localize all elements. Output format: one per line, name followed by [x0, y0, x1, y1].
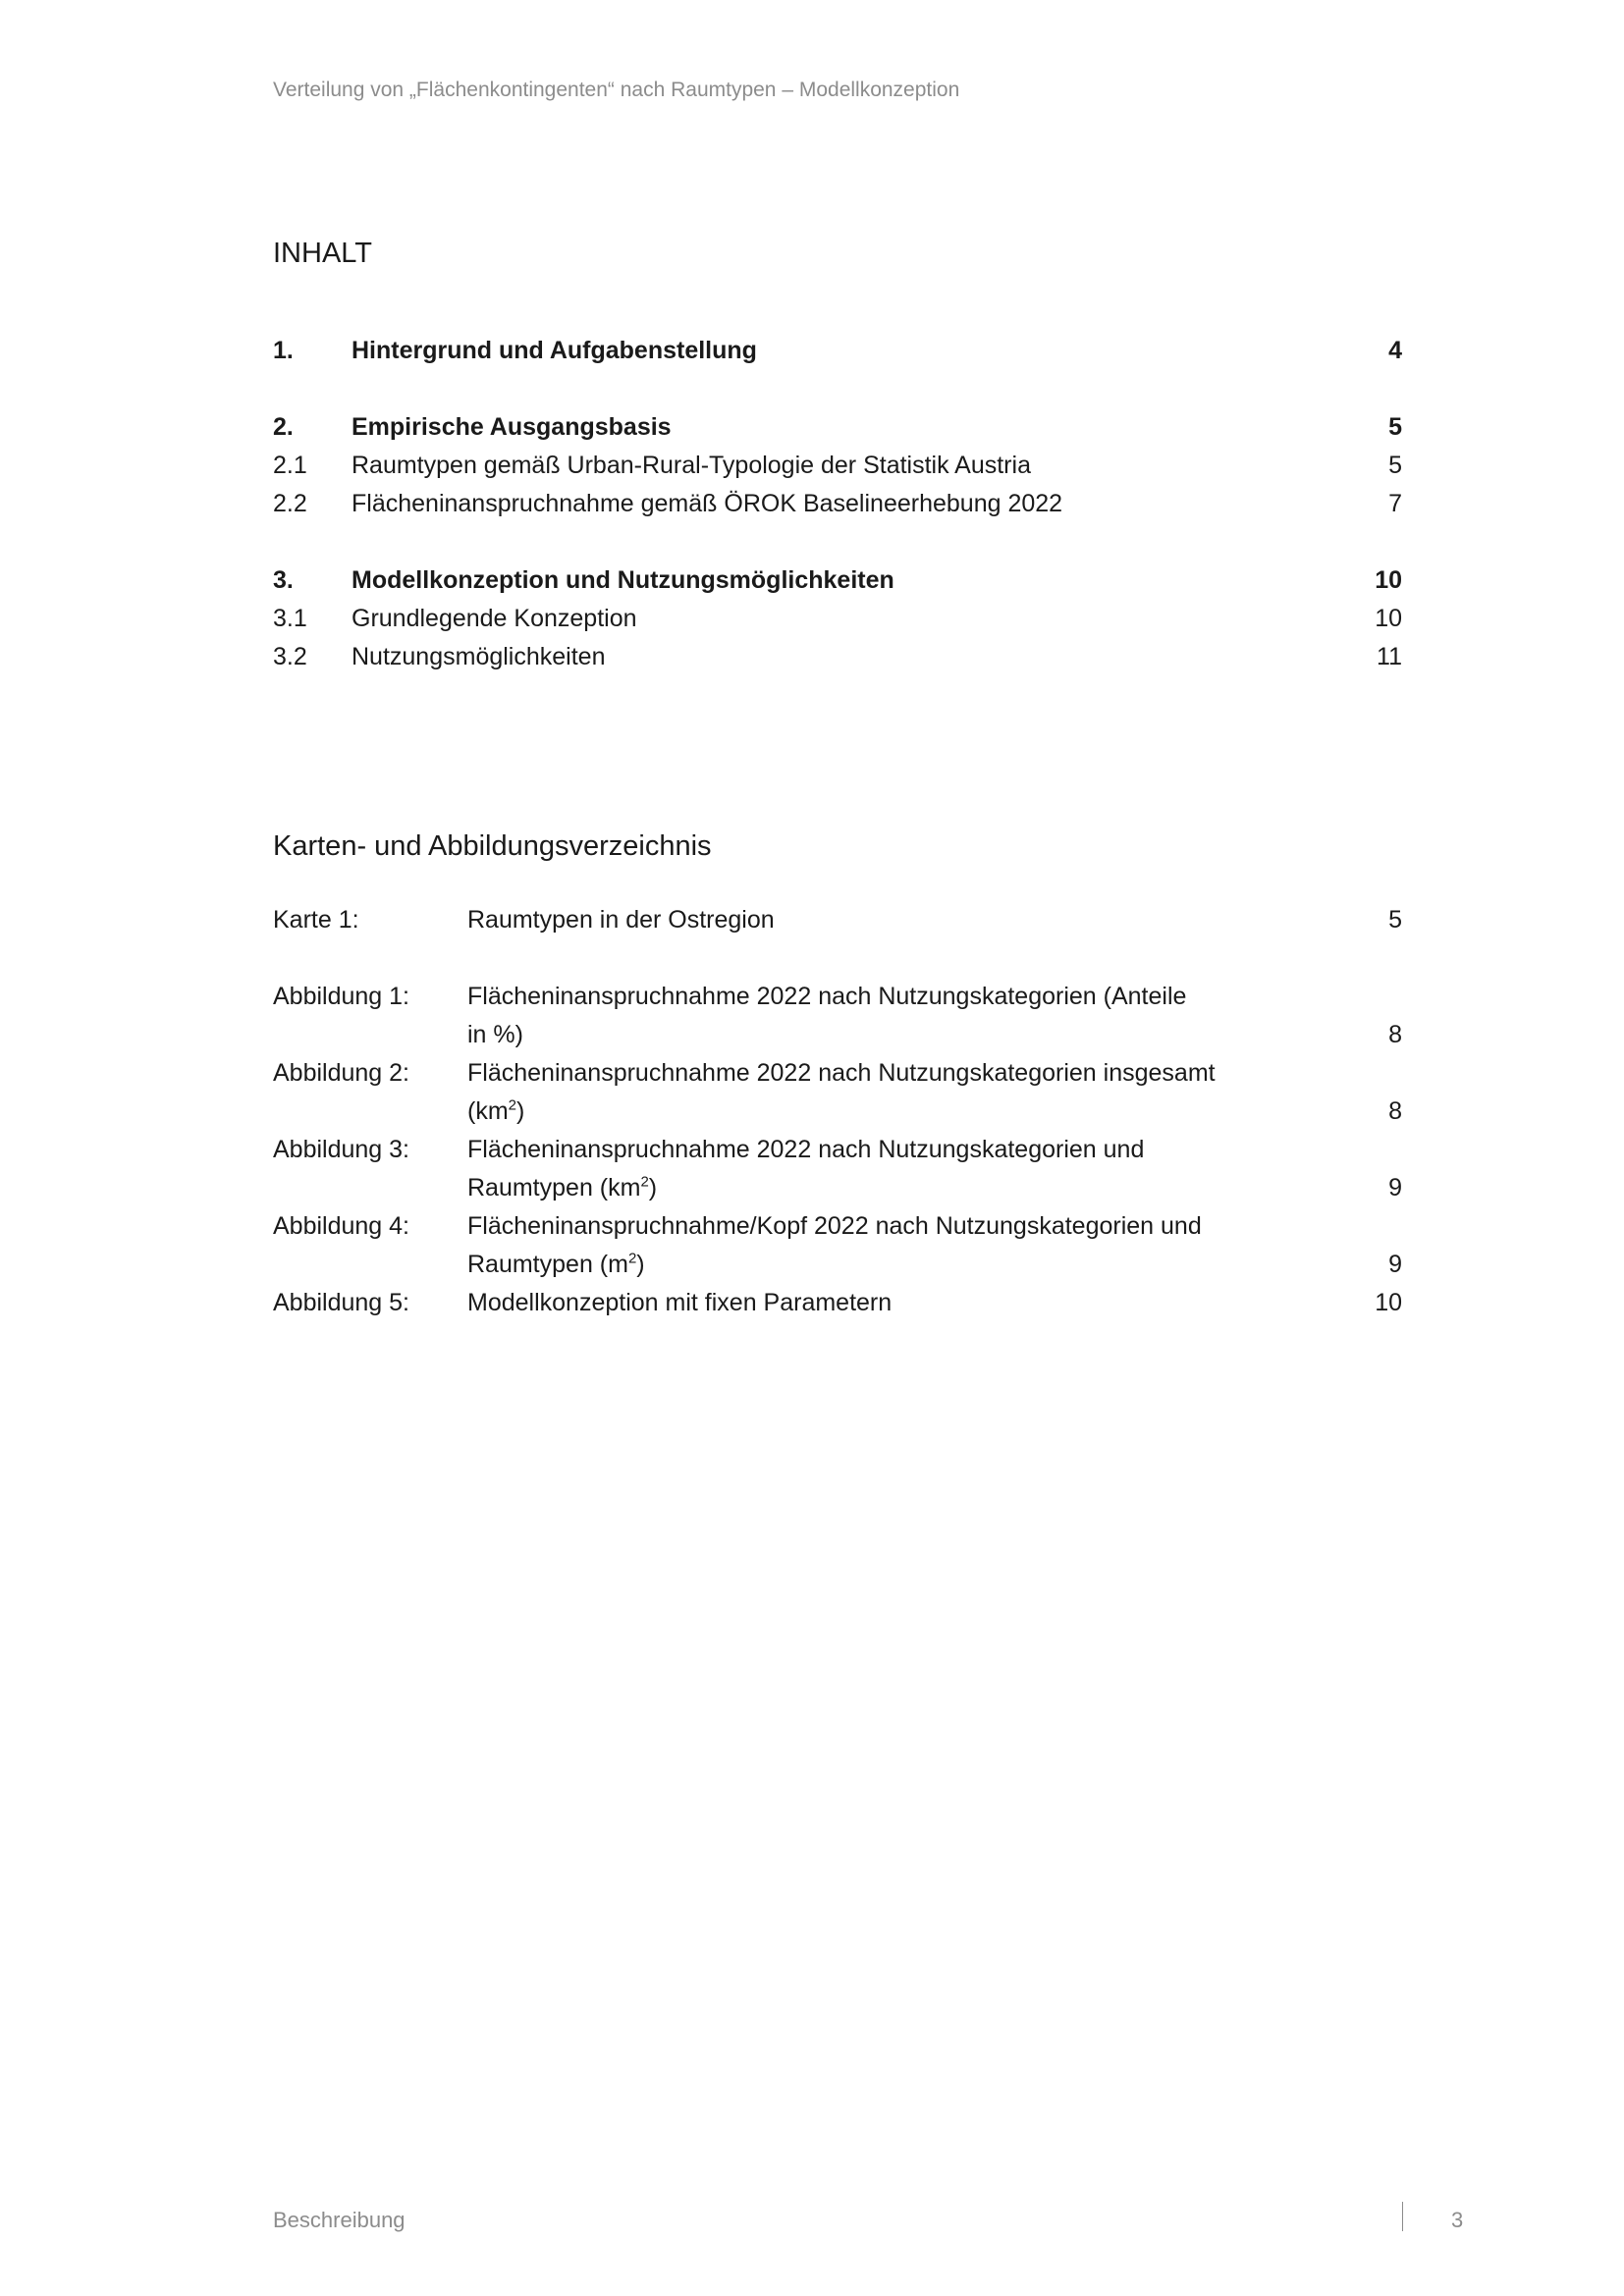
- toc-entry-title: Modellkonzeption und Nutzungsmöglichkeiten: [352, 566, 894, 594]
- figure-entry-title-text: Raumtypen (km: [467, 1174, 641, 1201]
- figure-entry-title: [467, 1054, 1272, 1131]
- figure-entry-title-text: Raumtypen (m: [467, 1251, 628, 1278]
- toc-entry-2: [273, 408, 1402, 447]
- footer-divider: [1402, 2202, 1403, 2231]
- toc-entry-title: Empirische Ausgangsbasis: [352, 413, 672, 441]
- superscript-2: 2: [640, 1173, 649, 1191]
- figure-entry-title-text: ): [648, 1174, 658, 1201]
- figure-entry-title: [467, 1131, 1272, 1207]
- figure-entry-page: 8: [1388, 1097, 1402, 1125]
- figure-entry-page: 10: [1375, 1289, 1402, 1316]
- toc-entry-title: Grundlegende Konzeption: [352, 605, 637, 632]
- toc-entry-title: Flächeninanspruchnahme gemäß ÖROK Baselineerhebung 2022: [352, 490, 1063, 517]
- figure-entry-abbildung-5: [273, 1284, 1402, 1322]
- figure-entry-label: Karte 1:: [273, 906, 359, 934]
- figure-entry-abbildung-1: [273, 978, 1402, 1054]
- figure-entry-title-line: [467, 1169, 1272, 1207]
- toc-heading: INHALT: [273, 238, 372, 269]
- figure-entry-title-line: Flächeninanspruchnahme 2022 nach Nutzungskategorien (Anteile: [467, 983, 1187, 1010]
- figure-entry-abbildung-3: [273, 1131, 1402, 1207]
- figure-entry-title-line: [467, 1246, 1272, 1284]
- toc-entry-1: [273, 332, 1402, 370]
- toc-entry-title: Hintergrund und Aufgabenstellung: [352, 337, 757, 364]
- figure-entry-title: [467, 1207, 1272, 1284]
- figure-entry-page: 9: [1388, 1251, 1402, 1278]
- figure-entry-karte-1: [273, 901, 1402, 939]
- figure-entry-title: [467, 901, 1272, 939]
- toc-entry-number: 2.2: [273, 490, 307, 517]
- figure-entry-title-line: Raumtypen in der Ostregion: [467, 906, 775, 934]
- toc-entry-number: 1.: [273, 337, 294, 364]
- toc-entry-title: Nutzungsmöglichkeiten: [352, 643, 606, 670]
- figure-entry-title-line: Flächeninanspruchnahme 2022 nach Nutzungskategorien und: [467, 1136, 1145, 1163]
- toc-entry-number: 3.: [273, 566, 294, 594]
- figure-entry-title: [467, 978, 1272, 1054]
- figure-entry-label: Abbildung 2:: [273, 1059, 410, 1087]
- figure-entry-label: Abbildung 3:: [273, 1136, 410, 1163]
- footer-section-label: Beschreibung: [273, 2208, 406, 2232]
- figure-entry-title-line: Flächeninanspruchnahme 2022 nach Nutzungskategorien insgesamt: [467, 1059, 1216, 1087]
- toc-entry-number: 2.: [273, 413, 294, 441]
- figure-entry-abbildung-2: [273, 1054, 1402, 1131]
- figure-entry-label: Abbildung 4:: [273, 1212, 410, 1240]
- toc-entry-page: 5: [1388, 413, 1402, 441]
- toc-entry-3-2: [273, 638, 1402, 676]
- figure-entry-title-line: in %): [467, 1021, 523, 1048]
- toc-entry-2-2: [273, 485, 1402, 523]
- figure-entry-label: Abbildung 5:: [273, 1289, 410, 1316]
- toc-entry-number: 3.2: [273, 643, 307, 670]
- toc-entry-page: 5: [1388, 452, 1402, 479]
- figure-entry-title-text: ): [636, 1251, 645, 1278]
- figures-heading: Karten- und Abbildungsverzeichnis: [273, 830, 712, 862]
- toc-entry-3: [273, 561, 1402, 600]
- toc-entry-page: 11: [1377, 643, 1402, 670]
- toc-entry-page: 4: [1388, 337, 1402, 364]
- toc-entry-page: 7: [1388, 490, 1402, 517]
- figure-entry-title: [467, 1284, 1272, 1322]
- figure-entry-label: Abbildung 1:: [273, 983, 410, 1010]
- superscript-2: 2: [627, 1250, 637, 1267]
- running-header: Verteilung von „Flächenkontingenten“ nach Raumtypen – Modellkonzeption: [273, 79, 960, 101]
- superscript-2: 2: [508, 1096, 516, 1114]
- toc-entry-number: 2.1: [273, 452, 307, 479]
- toc-entry-title: Raumtypen gemäß Urban-Rural-Typologie der Statistik Austria: [352, 452, 1031, 479]
- toc-entry-number: 3.1: [273, 605, 307, 632]
- figure-entry-title-text: (km: [467, 1097, 509, 1125]
- figure-entry-page: 8: [1388, 1021, 1402, 1048]
- figure-entry-page: 5: [1388, 906, 1402, 934]
- figure-entry-title-line: [467, 1093, 1272, 1131]
- figure-entry-abbildung-4: [273, 1207, 1402, 1284]
- figure-entry-title-text: ): [516, 1097, 525, 1125]
- footer-page-number: 3: [1451, 2208, 1464, 2232]
- figure-entry-page: 9: [1388, 1174, 1402, 1201]
- toc-entry-page: 10: [1375, 566, 1402, 594]
- toc-entry-3-1: [273, 600, 1402, 638]
- figure-entry-title-line: Modellkonzeption mit fixen Parametern: [467, 1289, 893, 1316]
- toc-entry-page: 10: [1375, 605, 1402, 632]
- toc-entry-2-1: [273, 447, 1402, 485]
- figure-entry-title-line: Flächeninanspruchnahme/Kopf 2022 nach Nutzungskategorien und: [467, 1212, 1202, 1240]
